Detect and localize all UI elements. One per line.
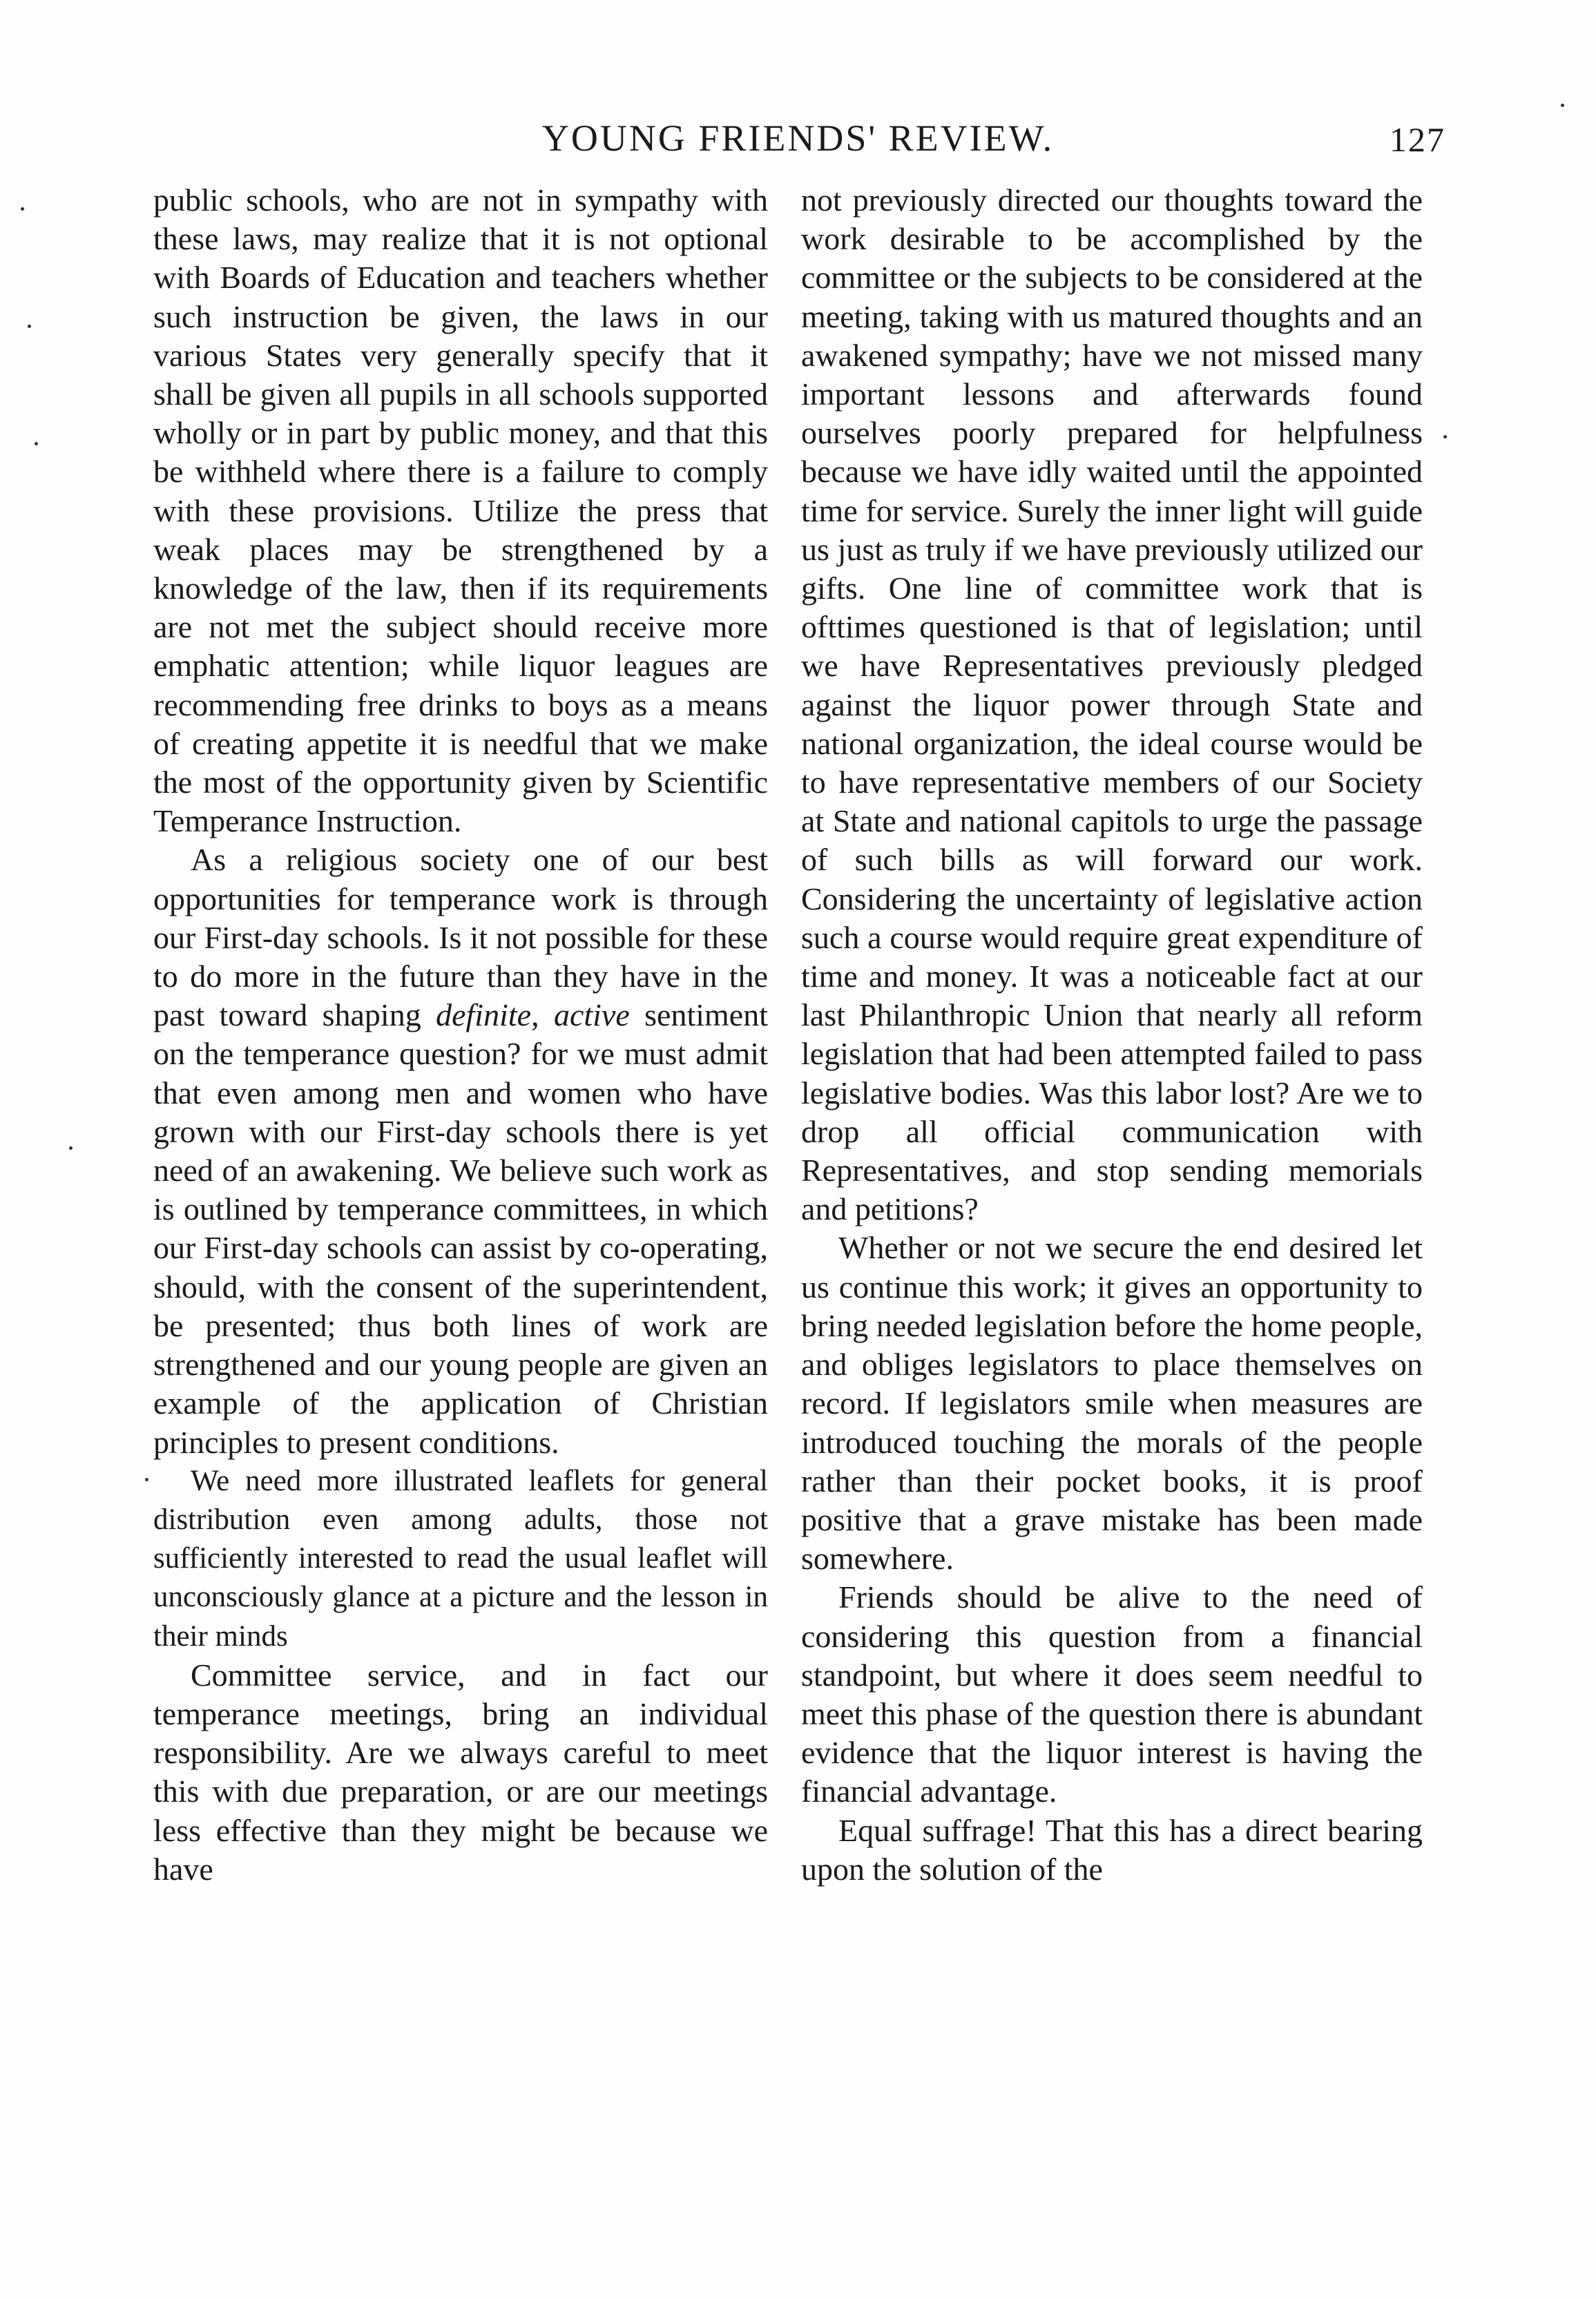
scan-speck: [1561, 104, 1564, 107]
scan-speck: [1443, 435, 1447, 439]
left-paragraph-4: Committee service, and in fact our temperance meetings, bring an individual responsibility. Are we always careful to meet this with due preparation, or are our meetings less effective than they might be because we have: [153, 1657, 768, 1887]
left-paragraph-2-text-b: sentiment on the temperance question? for we must admit that even among men and women who have grown with our First-day schools there is yet need of an awakening. We believe such work as is outlined by temperance committees, in which our First-day schools can assist by co-operating, should, with the consent of the superintendent, be presented; thus both lines of work are strengthened and our young people are given an example of the application of Christian principles to present conditions.: [153, 997, 769, 1460]
journal-title: YOUNG FRIENDS' REVIEW.: [541, 117, 1055, 159]
left-column: [153, 181, 768, 1889]
left-paragraph-3: We need more illustrated leaflets for general distribution even among adults, those not sufficiently interested to read the usual leaflet will unconsciously glance at a picture and the lesson in their minds: [153, 1464, 768, 1653]
scan-speck: [21, 207, 24, 211]
right-paragraph-1: not previously directed our thoughts toward the work desirable to be accomplished by the committee or the subjects to be considered at the meeting, taking with us matured thoughts and an awakened sympathy; have we not missed many important lessons and afterwards found ourselves poorly prepared for helpfulness because we have idly waited until the appointed time for service. Surely the inner light will guide us just as truly if we have previously utilized our gifts. One line of committee work that is ofttimes questioned is that of legislation; until we have Representatives previously pledged against the liquor power through State and national organization, the ideal course would be to have representative members of our Society at State and national capitols to urge the passage of such bills as will forward our work. Considering the uncertainty of legislative action such a course would require great expenditure of time and money. It was a noticeable fact at our last Philanthropic Union that nearly all reform legislation that had been attempted failed to pass legislative bodies. Was this labor lost? Are we to drop all official communication with Representatives, and stop sending memorials and petitions?: [801, 182, 1423, 1227]
scan-speck: [28, 325, 31, 328]
right-column: [801, 181, 1423, 1889]
left-paragraph-1: public schools, who are not in sympathy with these laws, may realize that it is not optional with Boards of Education and teachers whether such instruction be given, the laws in our various States very generally specify that it shall be given all pupils in all schools supported wholly or in part by public money, and that this be withheld where there is a failure to comply with these provisions. Utilize the press that weak places may be strengthened by a knowledge of the law, then if its requirements are not met the subject should receive more emphatic attention; while liquor leagues are recommending free drinks to boys as a means of creating appetite it is needful that we make the most of the opportunity given by Scientific Temperance Instruction.: [153, 182, 768, 839]
right-paragraph-4: Equal suffrage! That this has a direct bearing upon the solution of the: [801, 1812, 1423, 1887]
emphasis-active: active: [553, 997, 630, 1033]
left-paragraph-2: [153, 840, 768, 1461]
page-number: 127: [1390, 120, 1445, 159]
right-paragraph-3: Friends should be alive to the need of considering this question from a financial standpoint, but where it does seem needful to meet this phase of the question there is abundant evidence that the liquor interest is having the financial advantage.: [801, 1579, 1423, 1809]
emphasis-definite: definite: [436, 997, 532, 1033]
right-paragraph-2: Whether or not we secure the end desired let us continue this work; it gives an opportunity to bring needed legislation before the home people, and obliges legislators to place themselves on record. If legislators smile when measures are introduced touching the morals of the people rather than their pocket books, it is proof positive that a grave mistake has been made somewhere.: [801, 1230, 1423, 1577]
scan-speck: [145, 1478, 148, 1481]
scan-speck: [69, 1146, 73, 1150]
scan-speck: [35, 442, 38, 445]
left-paragraph-2-text-a: As a religious society one of our best opportunities for temperance work is through our First-day schools. Is it not possible for these to do more in the future than they have in the past toward shaping: [153, 842, 768, 1033]
left-paragraph-2-separator: ,: [531, 997, 554, 1033]
running-head: [0, 110, 1596, 166]
